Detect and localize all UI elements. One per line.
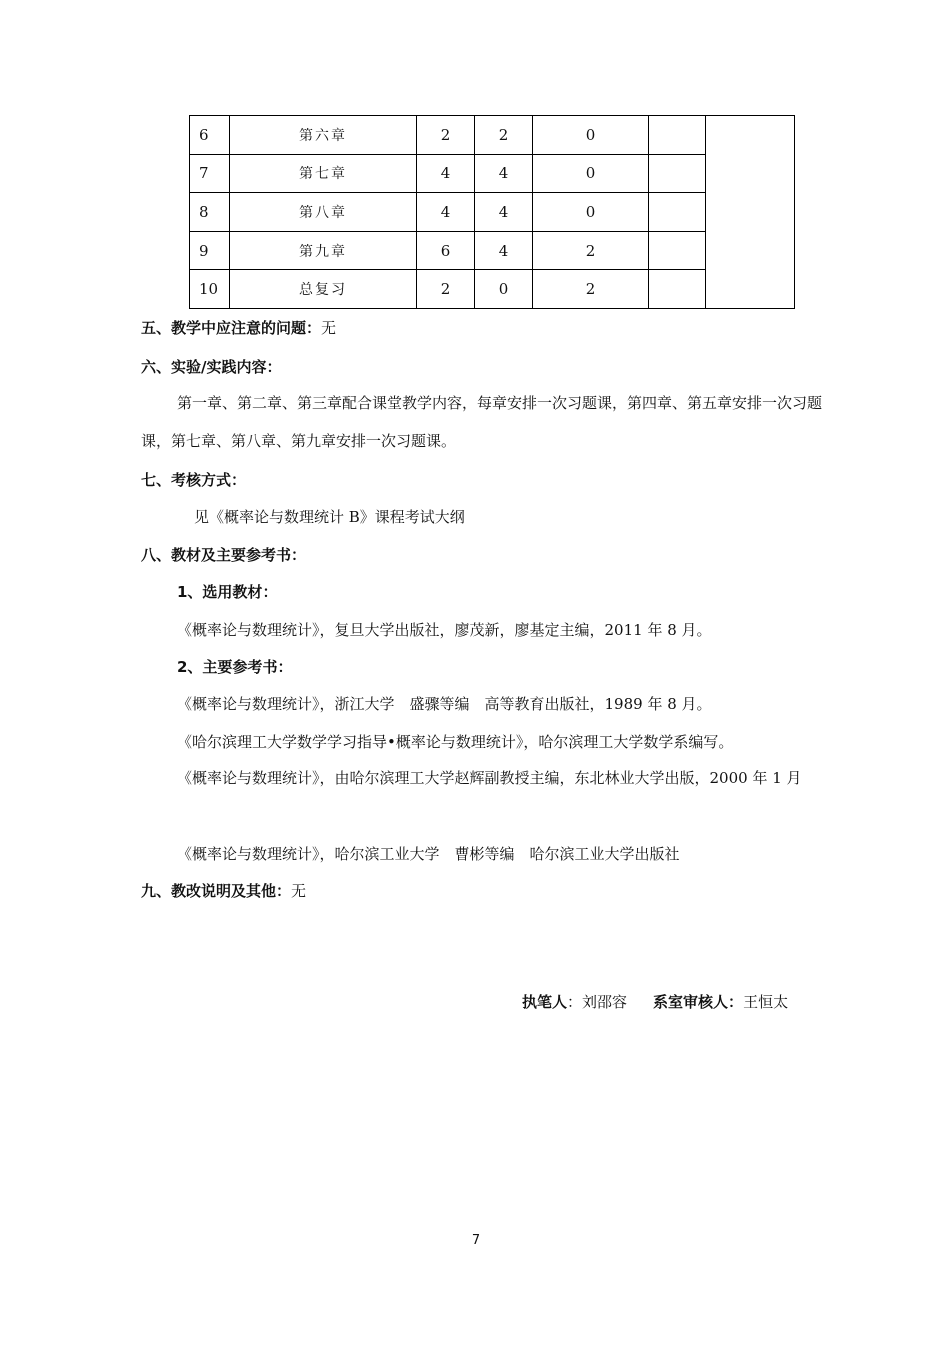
exercise-hours: 2 [533,270,649,309]
reviewer-label: 系室审核人： [653,993,744,1011]
total-hours: 4 [417,193,475,232]
writer-label: 执笔人 [522,993,568,1011]
exercise-hours: 0 [533,154,649,193]
chapter-name: 总复习 [230,270,417,309]
chapter-name: 第七章 [230,154,417,193]
reference-4: 《概率论与数理统计》，哈尔滨工业大学 曹彬等编 哈尔滨工业大学出版社 [177,845,680,863]
writer-name: 刘邵容 [582,993,628,1011]
total-hours: 4 [417,154,475,193]
section-5-heading: 五、教学中应注意的问题： [141,319,322,337]
total-hours: 2 [417,270,475,309]
exercise-hours: 2 [533,231,649,270]
reference-2: 《哈尔滨理工大学数学学习指导•概率论与数理统计》，哈尔滨理工大学数学系编写。 [177,733,734,751]
extra-cell [649,193,706,232]
row-number: 7 [190,154,230,193]
section-9-heading: 九、教改说明及其他： [141,882,292,900]
section-8-heading: 八、教材及主要参考书： [141,546,307,564]
section-8-sub1: 1、选用教材： [177,583,278,601]
lecture-hours: 4 [475,193,533,232]
extra-cell [649,116,706,155]
lecture-hours: 2 [475,116,533,155]
hours-table [189,115,795,309]
section-8-sub2: 2、主要参考书： [177,658,293,676]
writer-separator: ： [567,993,583,1011]
section-7-heading: 七、考核方式： [141,471,247,489]
chapter-name: 第六章 [230,116,417,155]
reference-3: 《概率论与数理统计》，由哈尔滨理工大学赵辉副教授主编，东北林业大学出版，2000 年 1 月 [177,769,802,787]
section-6-body: 第一章、第二章、第三章配合课堂教学内容，每章安排一次习题课，第四章、第五章安排一次习题课，第七章、第八章、第九章安排一次习题课。 [141,394,823,450]
row-number: 9 [190,231,230,270]
extra-cell [649,270,706,309]
textbook-entry: 《概率论与数理统计》，复旦大学出版社，廖茂新，廖基定主编，2011 年 8 月。 [177,621,712,639]
row-number: 8 [190,193,230,232]
lecture-hours: 0 [475,270,533,309]
signature-line [522,991,788,1012]
total-hours: 6 [417,231,475,270]
table-row [190,193,795,232]
page-number: 7 [471,1233,481,1248]
section-9-value: 无 [291,882,307,900]
extra-cell [649,231,706,270]
section-7-body: 见《概率论与数理统计 B》课程考试大纲 [194,508,465,526]
table-row [190,231,795,270]
lecture-hours: 4 [475,154,533,193]
table-row [190,270,795,309]
lecture-hours: 4 [475,231,533,270]
table-row [190,116,795,155]
exercise-hours: 0 [533,116,649,155]
row-number: 6 [190,116,230,155]
chapter-name: 第九章 [230,231,417,270]
reference-1: 《概率论与数理统计》，浙江大学 盛骤等编 高等教育出版社，1989 年 8 月。 [177,695,712,713]
section-6-heading: 六、实验/实践内容： [141,358,282,376]
extra-cell [649,154,706,193]
section-5 [141,317,336,338]
exercise-hours: 0 [533,193,649,232]
section-5-value: 无 [321,319,337,337]
merged-remarks-cell [706,116,795,309]
row-number: 10 [190,270,230,309]
reviewer-name: 王恒太 [743,993,789,1011]
total-hours: 2 [417,116,475,155]
chapter-name: 第八章 [230,193,417,232]
section-9 [141,880,306,901]
table-row [190,154,795,193]
